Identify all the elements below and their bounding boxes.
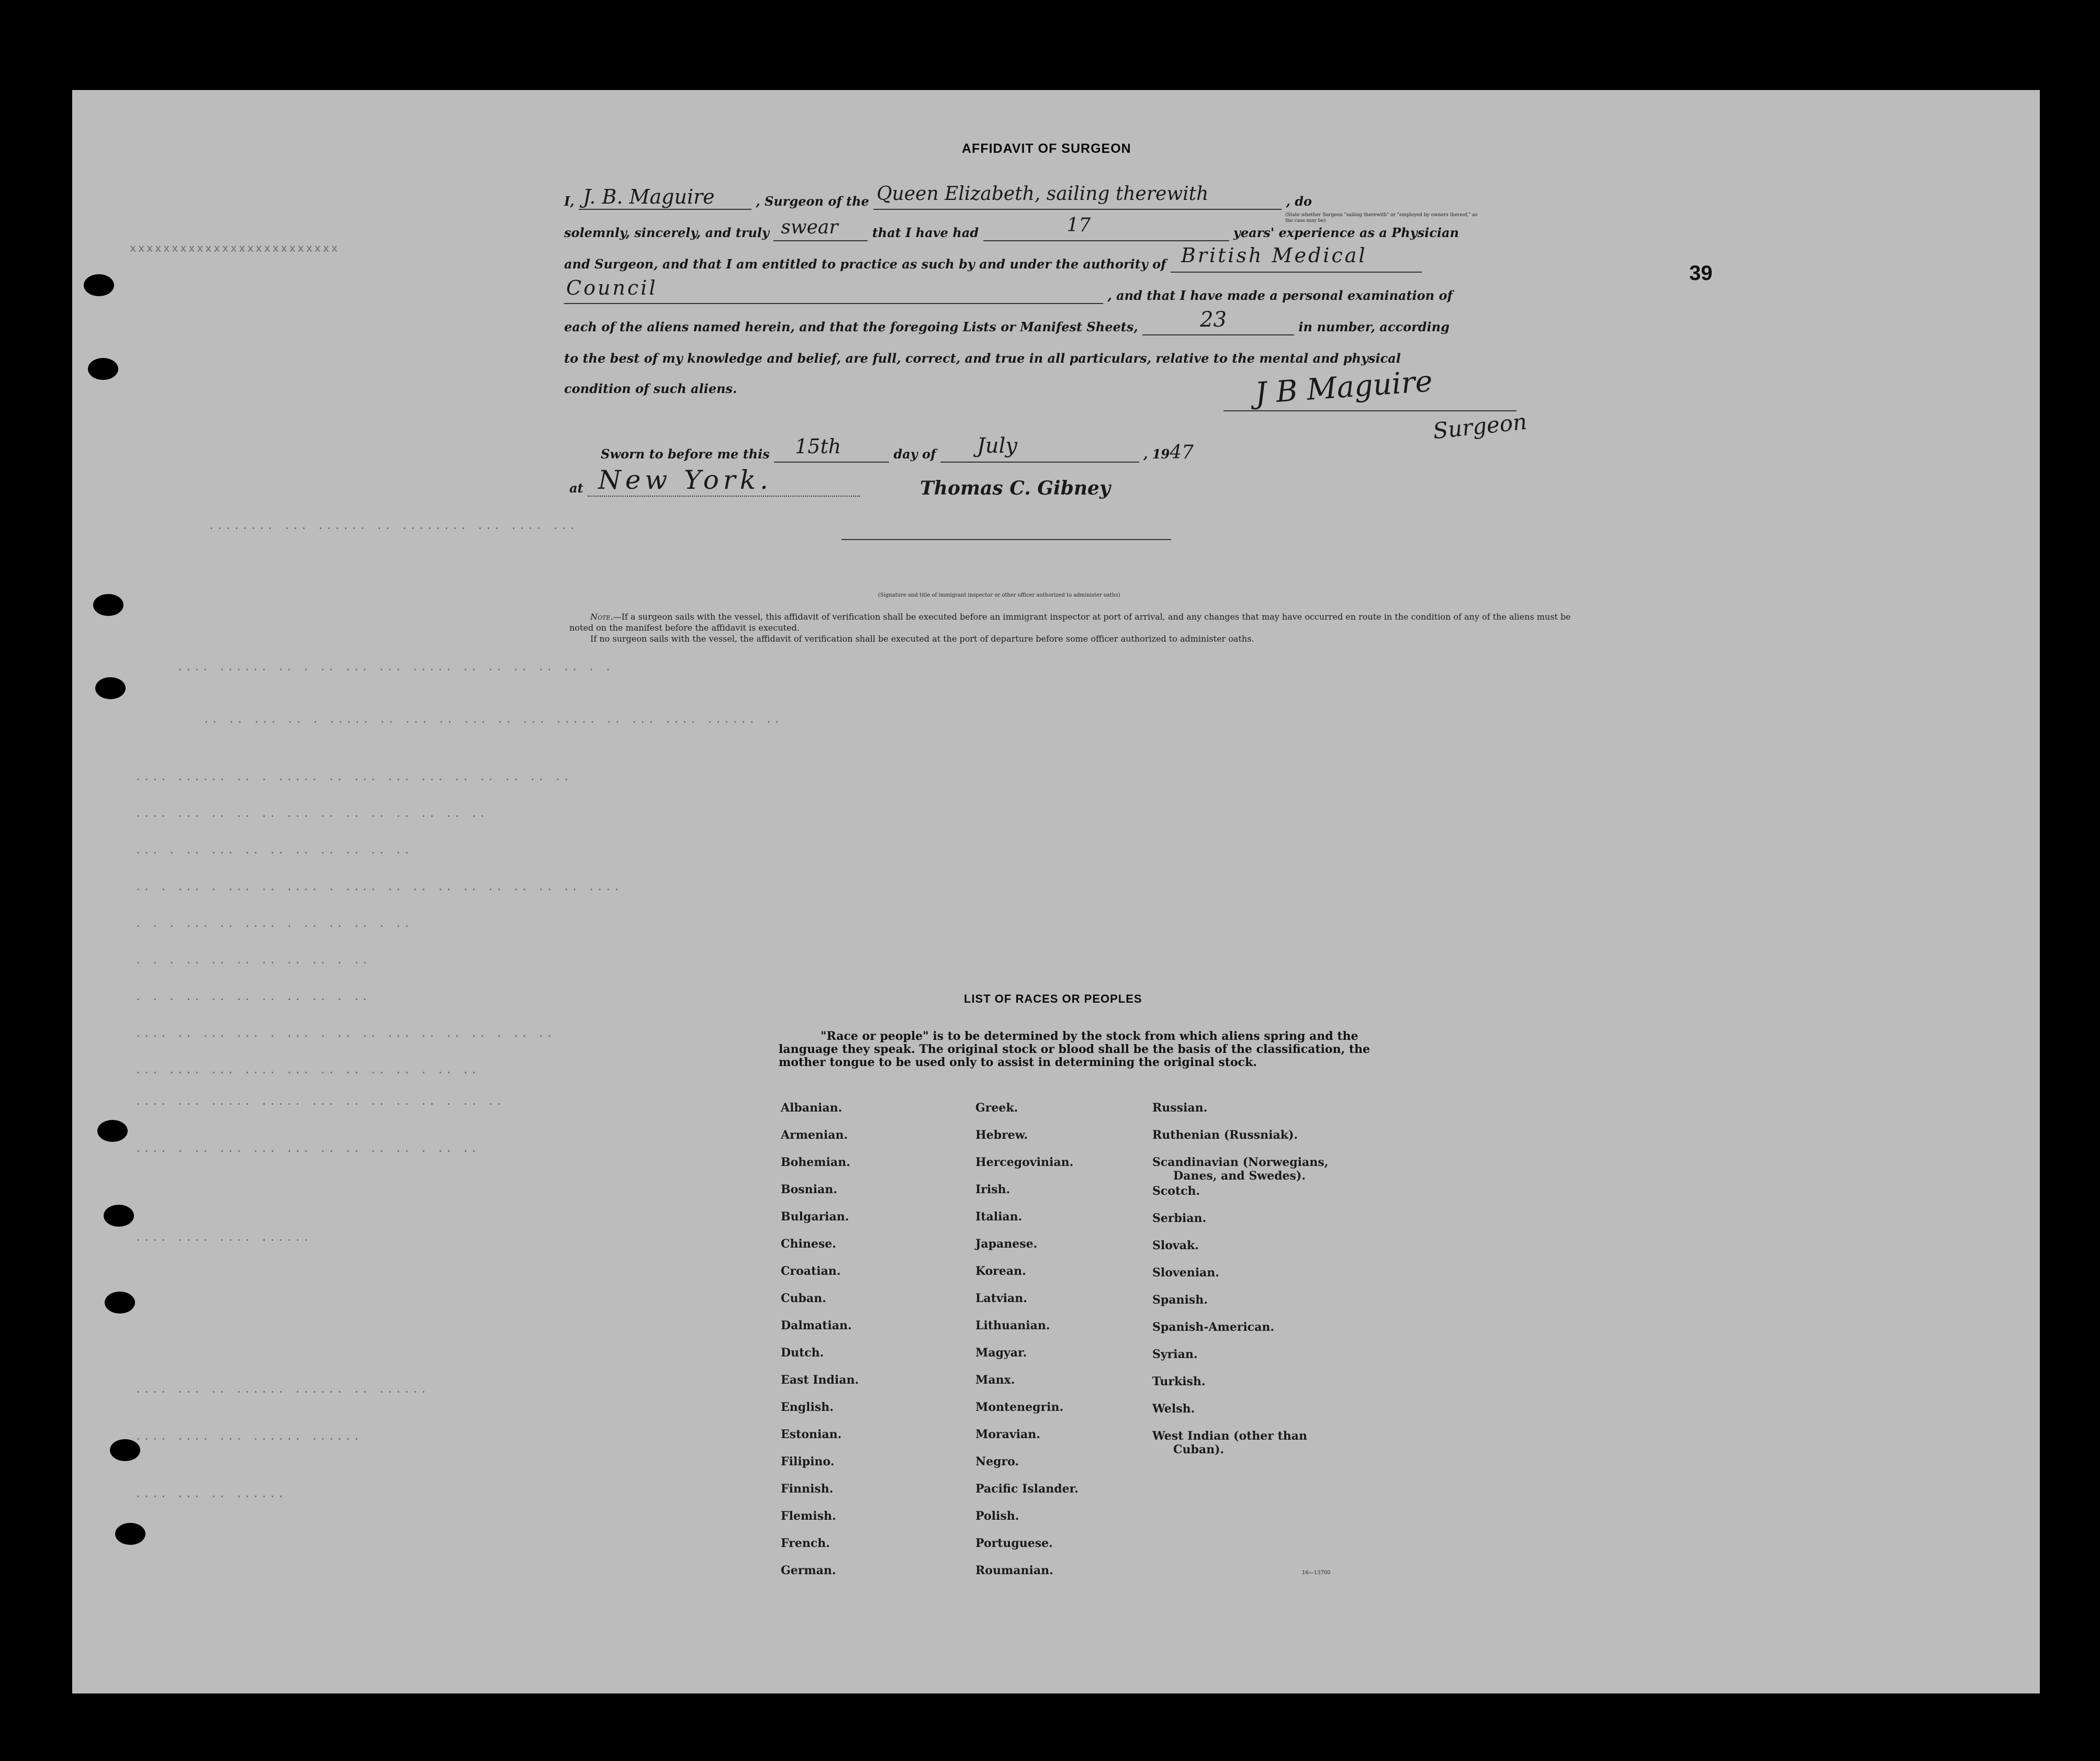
race-item: Italian. — [975, 1210, 1023, 1224]
place-line: at New York. — [569, 480, 860, 497]
licensing-authority: British Medical — [1181, 244, 1367, 267]
affidavit-line-2: solemnly, sincerely, and truly swear that I have had 17 years' experience as a Physician — [564, 215, 1459, 240]
race-item: West Indian (other than — [1152, 1429, 1307, 1443]
affidavit-line-5: each of the aliens named herein, and that the foregoing Lists or Manifest Sheets, 23 in number, according — [564, 308, 1450, 334]
race-item: Filipino. — [781, 1455, 835, 1468]
vessel-name: Queen Elizabeth, sailing therewith — [877, 183, 1209, 205]
race-item: Turkish. — [1152, 1375, 1206, 1388]
race-item: Hercegovinian. — [975, 1156, 1074, 1169]
sworn-year: 47 — [1170, 442, 1194, 463]
race-item: Japanese. — [975, 1237, 1038, 1251]
race-item: Negro. — [975, 1455, 1019, 1468]
sworn-day: 15th — [795, 435, 841, 458]
race-item: Welsh. — [1152, 1402, 1195, 1416]
sworn-month: July — [976, 434, 1017, 458]
race-item: Dutch. — [781, 1346, 824, 1360]
race-item: Syrian. — [1152, 1348, 1198, 1361]
years-experience: 17 — [1066, 215, 1091, 236]
officer-signature-line — [841, 539, 1171, 540]
affidavit-line-6: to the best of my knowledge and belief, are full, correct, and true in all particulars, relative to the mental and physical — [564, 351, 1401, 366]
race-item: Danes, and Swedes). — [1173, 1169, 1306, 1183]
race-item: French. — [781, 1536, 830, 1550]
race-item: Estonian. — [781, 1428, 842, 1441]
race-item: Polish. — [975, 1509, 1019, 1523]
surgeon-title: Surgeon — [1431, 408, 1529, 444]
races-title: LIST OF RACES OR PEOPLES — [964, 992, 1142, 1005]
race-item: Scandinavian (Norwegians, — [1152, 1156, 1329, 1169]
race-item: Serbian. — [1152, 1212, 1207, 1225]
race-item: Chinese. — [781, 1237, 836, 1251]
races-column-3 — [1152, 1101, 1328, 1458]
surgeon-name: J. B. Maguire — [582, 185, 715, 208]
races-column-1 — [781, 1101, 859, 1591]
document-sheet: xxxxxxxxxxxxxxxxxxxxxxxxx ........ ... ...... .. ........ ... .... ... .... ...... .. . .. ... ... ..... .. .. .. .. .. . . .. .. ... .. . ..... .. ... .. ... .. ... ..... .. ... .... ...... .. .... ...... .. . ..... .. ... ... ... .. .. .. .. .. .... ... .. .. .. ... .. .. .. .. .. .. .. ... . .. ... .. .. .. .. .. .. .. .. . ... . ... .. .... . .... .. .. .. .. .. .. .. .. .... . . . ... .. .... . .. .. .. . .. . . . .. .. .. .. .. .. . .. . . . .. .. .. .. .. .. . .. .... .. ... ... . ... . .. .. ... .. .. .. . .. .. ... .... ... .... ... .. .. .. .. . .. .. .... ... ..... ..... ... .. .. .. .. . .. .. .... . .. ... ... ... .. .. .. .. . .. .. .... .... .... ...... .... ... .. ...... ...... .. ...... .... .... ... ...... ...... .... ... .. ...... 39 AFFIDAVIT OF SURGEON I, J. B. Maguire , Surgeon of the Queen Elizabeth, sailing therewith , do (State whether Surgeon "sailing therewith" or "employed by owners thereof," as the case may be) solemnly, sincerely, and truly swear that I have had 17 years' experience as a Physician and Surgeon, and that I am entitled to practice as such by and under the authority of British Medical Council , and that I have made a personal examination of each of the aliens named herein, and that the foregoing Lists or Manifest Sheets, 23 in number, according to the best of my knowledge and belief, are full, correct, and true in all particulars, relative to the mental and physical condition of such aliens. J B Maguire Surgeon Sworn to before me this 15th day of July , 1947 at New York. Thomas C. Gibney (Signature and title of immigrant inspector or other officer authorized to administer oaths) Note.—If a surgeon sails with the vessel, this affidavit of verification shall be executed before an immigrant inspector at port of arrival, and any changes that may have occurred en route in the condition of any of the aliens must be noted on the manifest before the affidavit is executed. If no surgeon sails with the vessel, the affidavit of verification shall be executed at the port of departure before some officer authorized to administer oaths. LIST OF RACES OR PEOPLES "Race or people" is to be determined by the stock from which aliens spring and the language they speak. The original stock or blood shall be the basis of the classification, the mother tongue to be used only to assist in determining the original stock. Albanian. Armenian. Bohemian. Bosnian. Bulgarian. Chinese. Croatian. Cuban. Dalmatian. Dutch. East Indian. English. Estonian. Filipino. Finnish. Flemish. French. German. Greek. Hebrew. Hercegovinian. Irish. Italian. Japanese. Korean. Latvian. Lithuanian. Magyar. Manx. Montenegrin. Moravian. Negro. Pacific Islander. Polish. Portuguese. Roumanian. Russian. Ruthenian (Russniak). Scandinavian (Norwegians, Danes, and Swedes). Scotch. Serbian. Slovak. Slovenian. Spanish. Spanish-American. Syrian. Turkish. Welsh. West Indian (other than Cuban). 16—13700 — [72, 90, 2040, 1693]
race-item: Moravian. — [975, 1428, 1040, 1441]
race-item: Dalmatian. — [781, 1319, 852, 1332]
affidavit-line-1: I, J. B. Maguire , Surgeon of the Queen Elizabeth, sailing therewith , do — [564, 183, 1312, 209]
affidavit-line-4: Council , and that I have made a personal examination of — [564, 288, 1453, 304]
form-number: 16—13700 — [1302, 1570, 1331, 1576]
race-item: Manx. — [975, 1373, 1015, 1387]
race-item: Bosnian. — [781, 1183, 837, 1196]
sworn-city: New York. — [598, 465, 772, 495]
officer-caption: (Signature and title of immigrant inspector or other officer authorized to administer oaths) — [878, 592, 1120, 598]
race-item: Slovak. — [1152, 1239, 1199, 1252]
races-intro: "Race or people" is to be determined by the stock from which aliens spring and the language they speak. The original stock or blood shall be the basis of the classification, the mother tongue to be used only to assist in determining the original stock. — [779, 1029, 1371, 1069]
race-item: Magyar. — [975, 1346, 1027, 1360]
race-item: Spanish-American. — [1152, 1320, 1274, 1334]
race-item: Hebrew. — [975, 1128, 1028, 1142]
race-item: Lithuanian. — [975, 1319, 1050, 1332]
note-paragraph-1: —If a surgeon sails with the vessel, this affidavit of verification shall be executed before an immigrant inspector at port of arrival, and any changes that may have occurred en route in the condition of any of the aliens must be noted on the manifest before the affidavit is executed. — [569, 612, 1571, 633]
race-item: Albanian. — [781, 1101, 843, 1115]
race-item: Finnish. — [781, 1482, 834, 1496]
race-item: Cuban. — [781, 1292, 826, 1305]
race-item: Armenian. — [781, 1128, 848, 1142]
race-item: Flemish. — [781, 1509, 836, 1523]
licensing-authority-cont: Council — [566, 276, 658, 299]
race-item: Roumanian. — [975, 1564, 1053, 1577]
race-item: Korean. — [975, 1264, 1026, 1278]
race-item: Irish. — [975, 1183, 1010, 1196]
race-item: Pacific Islander. — [975, 1482, 1079, 1496]
race-item: Montenegrin. — [975, 1400, 1064, 1414]
race-item: Cuban). — [1173, 1443, 1225, 1456]
signature-line — [1223, 410, 1517, 411]
race-item: Slovenian. — [1152, 1266, 1219, 1280]
race-item: English. — [781, 1400, 834, 1414]
races-column-2 — [975, 1101, 1079, 1591]
affidavit-note — [569, 611, 1574, 644]
sheets-count: 23 — [1200, 308, 1227, 332]
race-item: German. — [781, 1564, 836, 1577]
race-item: Greek. — [975, 1101, 1018, 1115]
affidavit-title: AFFIDAVIT OF SURGEON — [962, 141, 1131, 156]
race-item: Russian. — [1152, 1101, 1208, 1115]
officer-signature: Thomas C. Gibney — [920, 477, 1110, 499]
race-item: Ruthenian (Russniak). — [1152, 1128, 1298, 1142]
surgeon-status-note: (State whether Surgeon "sailing therewith" or "employed by owners thereof," as the case may be) — [1285, 212, 1478, 223]
race-item: Bohemian. — [781, 1156, 850, 1169]
race-item: Bulgarian. — [781, 1210, 849, 1224]
affidavit-line-7: condition of such aliens. — [564, 381, 737, 396]
note-paragraph-2: If no surgeon sails with the vessel, the affidavit of verification shall be executed at the port of departure before some officer authorized to administer oaths. — [590, 634, 1254, 644]
affidavit-line-3: and Surgeon, and that I am entitled to practice as such by and under the authority of British Medical — [564, 256, 1422, 273]
race-item: Portuguese. — [975, 1536, 1053, 1550]
race-item: Latvian. — [975, 1292, 1027, 1305]
race-item: Scotch. — [1152, 1184, 1200, 1198]
surgeon-signature: J B Maguire — [1254, 364, 1434, 411]
oath-word: swear — [781, 217, 838, 238]
page-number: 39 — [1689, 262, 1713, 285]
race-item: Croatian. — [781, 1264, 841, 1278]
race-item: Spanish. — [1152, 1293, 1208, 1307]
sworn-line: Sworn to before me this 15th day of July , 1947 — [601, 434, 1194, 463]
note-label: Note. — [590, 612, 613, 622]
race-item: East Indian. — [781, 1373, 859, 1387]
